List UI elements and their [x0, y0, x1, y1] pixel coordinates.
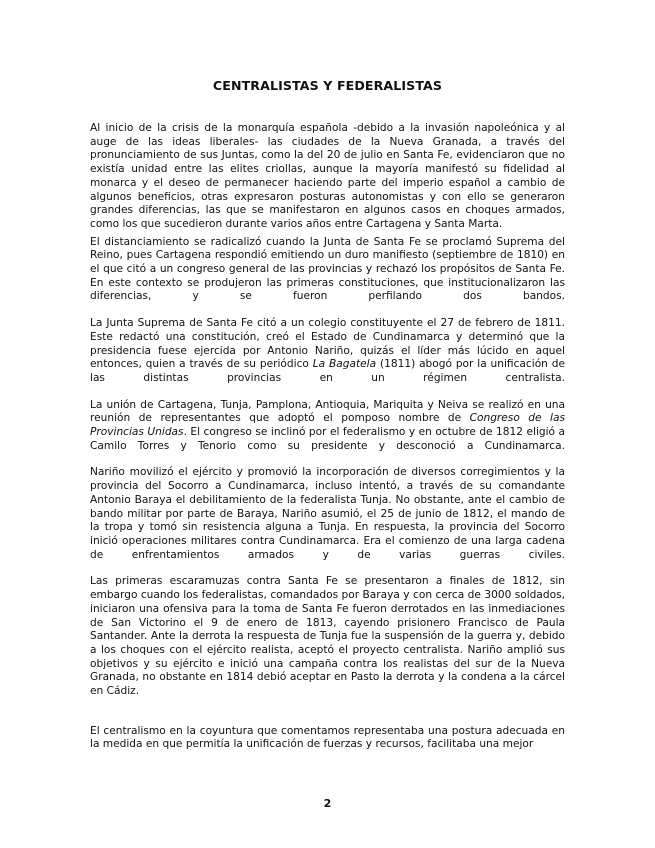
- paragraph-6: Las primeras escaramuzas contra Santa Fe se presentaron a finales de 1812, sin embargo cuando los federalistas, comandados por Baraya y con cerca de 3000 soldados, iniciaron una ofensiva para la toma de Santa Fe fueron derrotados en las inmediaciones de San Victorino el 9 de enero de 1813, cayendo prisionero Francisco de Paula Santander. Ante la derrota la respuesta de Tunja fue la suspensión de la guerra y, debido a los choques con el ejército realista, aceptó el proyecto centralista. Nariño amplió sus objetivos y su ejército e inició una campaña contra los realistas del sur de la Nueva Granada, no obstante en 1814 debió aceptar en Pasto la derrota y la condena a la cárcel en Cádiz.: [90, 575, 565, 698]
- paragraph-4-text-after: . El congreso se inclinó por el federalismo y en octubre de 1812 eligió a Camilo Torres y Tenorio como su presidente y desconoció a Cundinamarca.: [90, 426, 565, 452]
- body-text: [90, 122, 565, 752]
- paragraph-4: [90, 399, 565, 454]
- page-title: CENTRALISTAS Y FEDERALISTAS: [212, 78, 443, 93]
- page-number: 2: [323, 797, 332, 810]
- paragraph-3-text-after: (1811) abogó por la unificación de las distintas provincias en un régimen centralista.: [90, 358, 565, 384]
- paragraph-3: [90, 317, 565, 386]
- paragraph-1: Al inicio de la crisis de la monarquía española -debido a la invasión napoleónica y al auge de las ideas liberales- las ciudades de la Nueva Granada, a través del pronunciamiento de sus Juntas, como la del 20 de julio en Santa Fe, evidenciaron que no existía unidad entre las elites criollas, aunque la mayoría manifestó su fidelidad al monarca y el deseo de permanecer haciendo parte del imperio español a cambio de algunos beneficios, otras expresaron posturas autonomistas y con ello se generaron grandes diferencias, las que se manifestaron en algunos casos en choques armados, como los que sucedieron durante varios años entre Cartagena y Santa Marta.: [90, 122, 565, 230]
- periodical-title: La Bagatela: [312, 358, 377, 371]
- paragraph-5: Nariño movilizó el ejército y promovió la incorporación de diversos corregimientos y la provincia del Socorro a Cundinamarca, incluso intentó, a través de su comandante Antonio Baraya el debilitamiento de la federalista Tunja. No obstante, ante el cambio de bando militar por parte de Baraya, Nariño asumió, el 25 de junio de 1812, el mando de la tropa y tomó sin resistencia alguna a Tunja. En respuesta, la provincia del Socorro inició operaciones militares contra Cundinamarca. Era el comienzo de una larga cadena de enfrentamientos armados y de varias guerras civiles.: [90, 466, 565, 561]
- congress-name: Congreso de las Provincias Unidas: [90, 412, 565, 439]
- paragraph-3-text-before: La Junta Suprema de Santa Fe citó a un colegio constituyente el 27 de febrero de 1811. Este redactó una constitución, creó el Estado de Cundinamarca y determinó que la presidencia fuese ejercida por Antonio Nariño, quizás el líder más lúcido en aquel entonces, quien a través de su periódico: [90, 317, 565, 371]
- paragraph-7: El centralismo en la coyuntura que comentamos representaba una postura adecuada en la medida en que permitía la unificación de fuerzas y recursos, facilitaba una mejor: [90, 724, 565, 751]
- paragraph-2: El distanciamiento se radicalizó cuando la Junta de Santa Fe se proclamó Suprema del Reino, pues Cartagena respondió emitiendo un duro manifiesto (septiembre de 1810) en el que citó a un congreso general de las provincias y rechazó los propósitos de Santa Fe. En este contexto se produjeron las primeras constituciones, que institucionalizaron las diferencias, y se fueron perfilando dos bandos.: [90, 235, 565, 303]
- paragraph-4-text-before: La unión de Cartagena, Tunja, Pamplona, Antioquia, Mariquita y Neiva se realizó en una reunión de representantes que adoptó el pomposo nombre de: [90, 398, 565, 425]
